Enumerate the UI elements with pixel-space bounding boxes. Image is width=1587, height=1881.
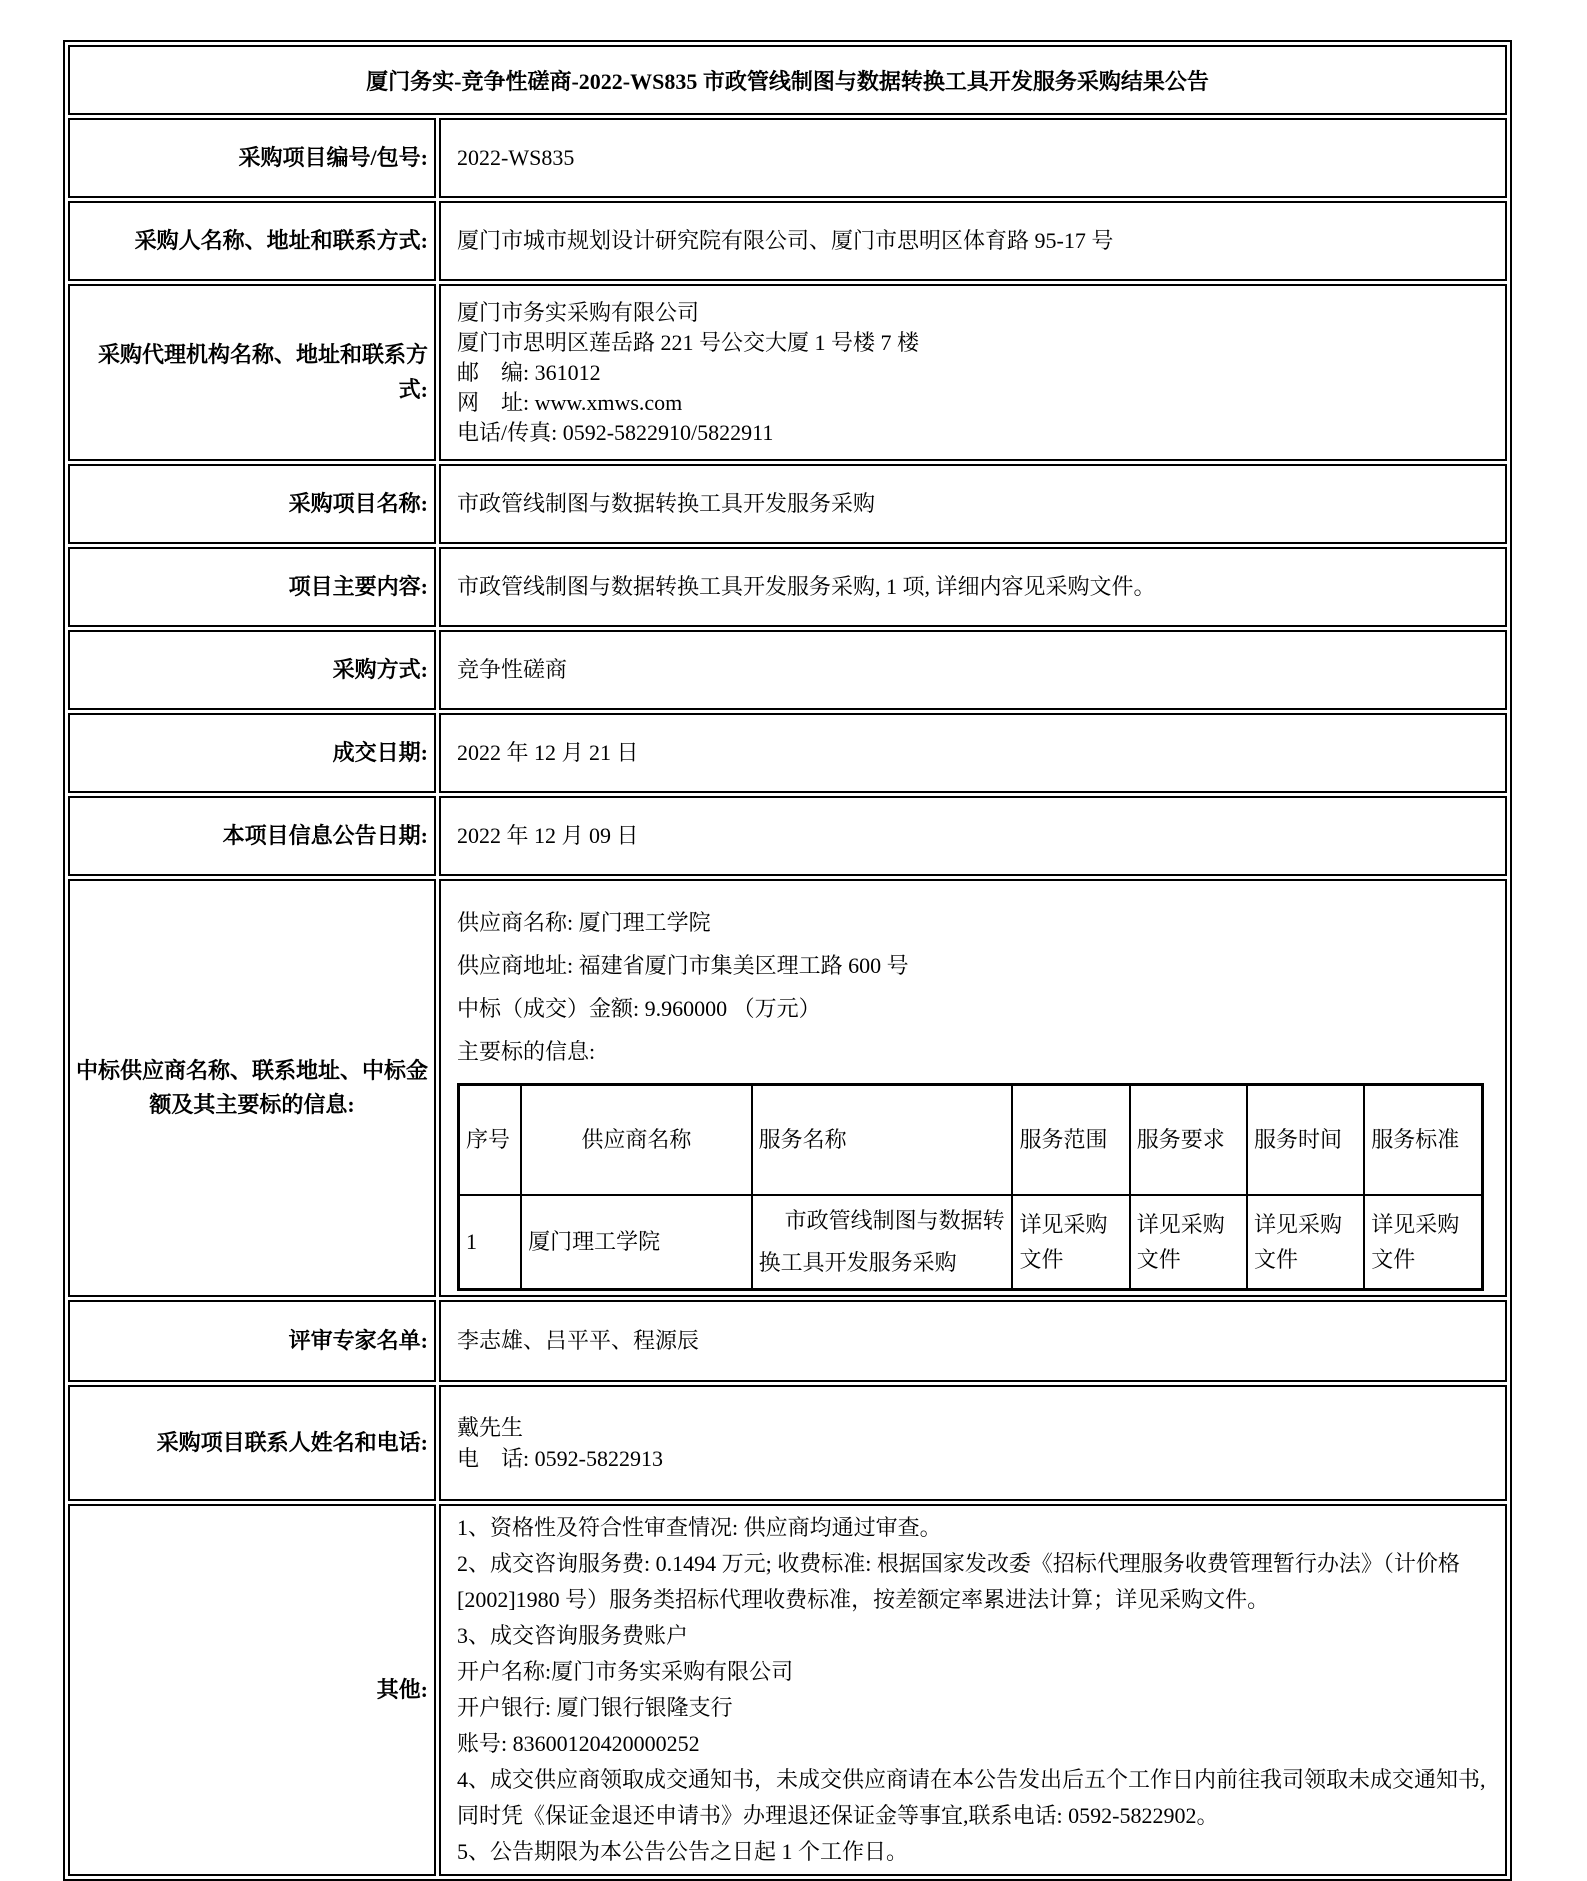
bid-table-data-row — [459, 1195, 1483, 1289]
winner-supplier-address-line: 供应商地址: 福建省厦门市集美区理工路 600 号 — [457, 953, 909, 978]
bid-cell-service-name: 市政管线制图与数据转换工具开发服务采购 — [752, 1195, 1013, 1289]
row-deal-date — [68, 713, 1507, 793]
announce-date-label: 本项目信息公告日期: — [68, 796, 436, 876]
row-project-name — [68, 464, 1507, 544]
row-agency — [68, 284, 1507, 461]
announce-date-value: 2022 年 12 月 09 日 — [439, 796, 1507, 876]
agency-address-line: 厦门市思明区莲岳路 221 号公交大厦 1 号楼 7 楼 — [457, 329, 920, 355]
winner-label: 中标供应商名称、联系地址、中标金额及其主要标的信息: — [68, 879, 436, 1297]
contact-label: 采购项目联系人姓名和电话: — [68, 1385, 436, 1501]
row-contact — [68, 1385, 1507, 1501]
other-line-bank: 开户银行: 厦门银行银隆支行 — [457, 1694, 733, 1720]
row-other — [68, 1504, 1507, 1876]
other-line-account-no: 账号: 83600120420000252 — [457, 1730, 700, 1756]
agency-label: 采购代理机构名称、地址和联系方式: — [68, 284, 436, 461]
winner-lines — [457, 901, 1495, 1073]
method-label: 采购方式: — [68, 630, 436, 710]
other-line-review: 1、资格性及符合性审查情况: 供应商均通过审查。 — [457, 1514, 942, 1540]
method-value: 竞争性磋商 — [439, 630, 1507, 710]
winner-subject-info-line: 主要标的信息: — [457, 1039, 596, 1064]
bid-header-service-time: 服务时间 — [1247, 1085, 1364, 1196]
page-title: 厦门务实-竞争性磋商-2022-WS835 市政管线制图与数据转换工具开发服务采购结果公告 — [68, 45, 1507, 115]
agency-value — [439, 284, 1507, 461]
row-announce-date — [68, 796, 1507, 876]
other-line-fee-account: 3、成交咨询服务费账户 — [457, 1622, 689, 1648]
winner-value — [439, 879, 1507, 1297]
other-line-notice: 4、成交供应商领取成交通知书，未成交供应商请在本公告发出后五个工作日内前往我司领取未成交通知书,同时凭《保证金退还申请书》办理退还保证金等事宜,联系电话: 0592-5822902。 — [457, 1766, 1486, 1828]
other-line-period: 5、公告期限为本公告公告之日起 1 个工作日。 — [457, 1838, 909, 1864]
other-value — [439, 1504, 1507, 1876]
bid-header-service-req: 服务要求 — [1130, 1085, 1247, 1196]
bid-header-seq: 序号 — [459, 1085, 522, 1196]
bid-cell-service-std: 详见采购文件 — [1364, 1195, 1482, 1289]
project-no-label: 采购项目编号/包号: — [68, 118, 436, 198]
row-main-content — [68, 547, 1507, 627]
bid-header-service-std: 服务标准 — [1364, 1085, 1482, 1196]
row-project-no — [68, 118, 1507, 198]
purchaser-value: 厦门市城市规划设计研究院有限公司、厦门市思明区体育路 95-17 号 — [439, 201, 1507, 281]
bid-header-supplier: 供应商名称 — [521, 1085, 751, 1196]
bid-cell-service-time: 详见采购文件 — [1247, 1195, 1364, 1289]
project-name-value: 市政管线制图与数据转换工具开发服务采购 — [439, 464, 1507, 544]
bid-cell-seq: 1 — [459, 1195, 522, 1289]
other-line-service-fee: 2、成交咨询服务费: 0.1494 万元; 收费标准: 根据国家发改委《招标代理服务收费管理暂行办法》（计价格[2002]1980 号）服务类招标代理收费标准，按差额定率累进法计算；详见采购文件。 — [457, 1550, 1460, 1612]
title-row — [68, 45, 1507, 115]
experts-label: 评审专家名单: — [68, 1300, 436, 1382]
deal-date-value: 2022 年 12 月 21 日 — [439, 713, 1507, 793]
agency-website-line: 网 址: www.xmws.com — [457, 389, 683, 415]
agency-company-line: 厦门市务实采购有限公司 — [457, 299, 700, 325]
main-content-value: 市政管线制图与数据转换工具开发服务采购, 1 项, 详细内容见采购文件。 — [439, 547, 1507, 627]
agency-zip-line: 邮 编: 361012 — [457, 359, 601, 385]
main-content-label: 项目主要内容: — [68, 547, 436, 627]
row-method — [68, 630, 1507, 710]
contact-value — [439, 1385, 1507, 1501]
bid-header-service-scope: 服务范围 — [1012, 1085, 1129, 1196]
purchaser-label: 采购人名称、地址和联系方式: — [68, 201, 436, 281]
bid-table-header-row — [459, 1085, 1483, 1196]
row-experts — [68, 1300, 1507, 1382]
contact-phone-line: 电 话: 0592-5822913 — [457, 1445, 663, 1471]
bid-subject-table — [457, 1083, 1484, 1291]
bid-cell-service-req: 详见采购文件 — [1130, 1195, 1247, 1289]
experts-value: 李志雄、吕平平、程源辰 — [439, 1300, 1507, 1382]
project-no-value: 2022-WS835 — [439, 118, 1507, 198]
row-purchaser — [68, 201, 1507, 281]
deal-date-label: 成交日期: — [68, 713, 436, 793]
project-name-label: 采购项目名称: — [68, 464, 436, 544]
bid-header-service-name: 服务名称 — [752, 1085, 1013, 1196]
other-line-account-name: 开户名称:厦门市务实采购有限公司 — [457, 1658, 794, 1684]
winner-supplier-name-line: 供应商名称: 厦门理工学院 — [457, 910, 711, 935]
bid-cell-supplier: 厦门理工学院 — [521, 1195, 751, 1289]
announcement-table — [63, 40, 1512, 1881]
contact-person-line: 戴先生 — [457, 1414, 524, 1440]
bid-cell-service-scope: 详见采购文件 — [1012, 1195, 1129, 1289]
other-label: 其他: — [68, 1504, 436, 1876]
agency-phone-line: 电话/传真: 0592-5822910/5822911 — [457, 419, 774, 445]
row-winner — [68, 879, 1507, 1297]
winner-amount-line: 中标（成交）金额: 9.960000 （万元） — [457, 996, 821, 1021]
